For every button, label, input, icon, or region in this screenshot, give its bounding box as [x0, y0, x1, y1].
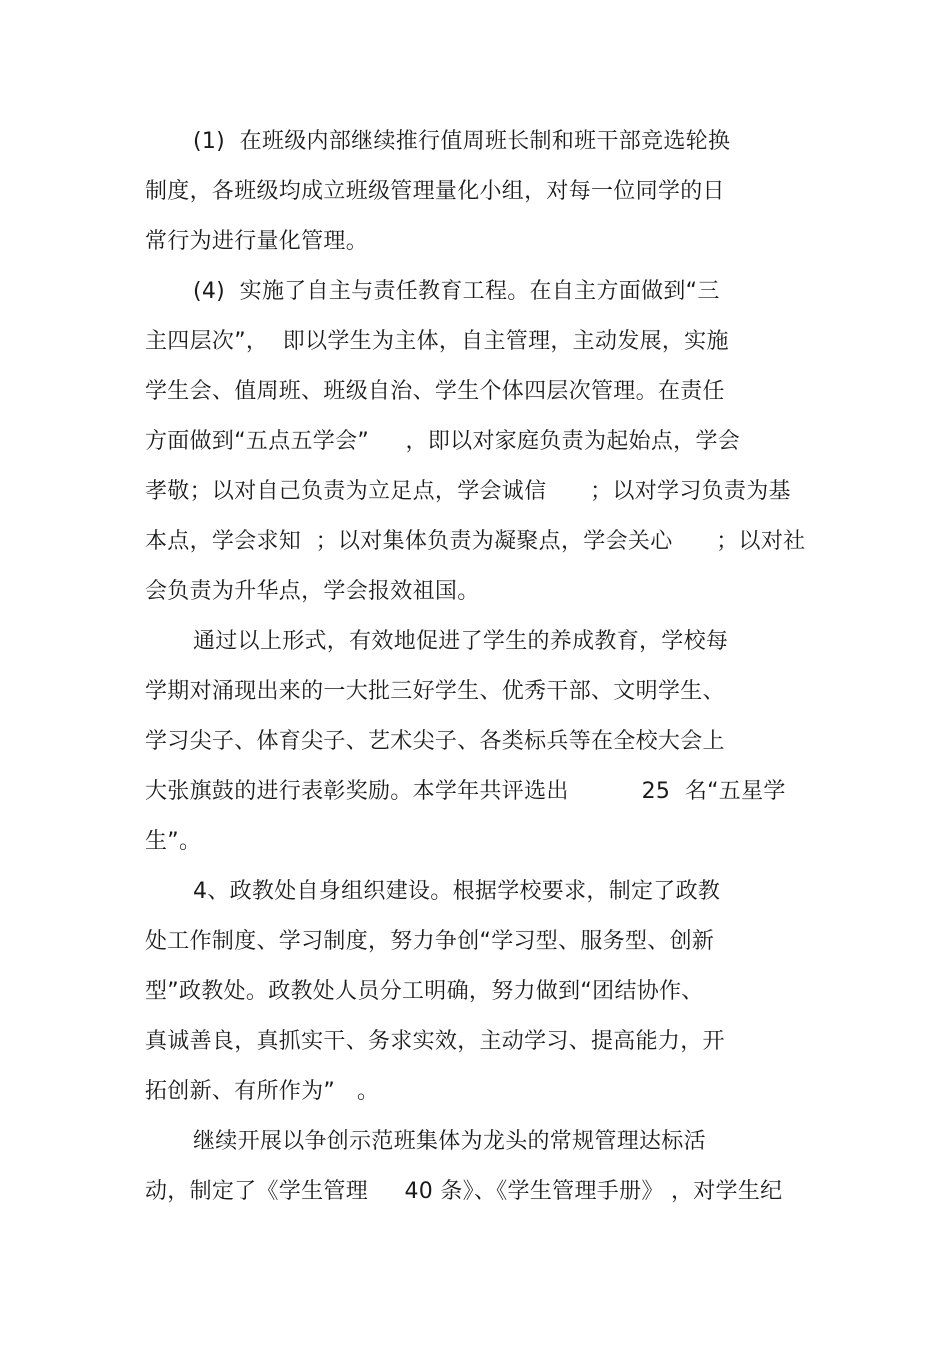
paragraph-1-line-1: (1) 在班级内部继续推行值周班长制和班干部竞选轮换 [193, 129, 731, 154]
paragraph-3-line-4: 大张旗鼓的进行表彰奖励。本学年共评选出 25 名“五星学 [145, 779, 786, 804]
paragraph-3-line-2: 学期对涌现出来的一大批三好学生、优秀干部、文明学生、 [145, 679, 725, 704]
paragraph-3-line-5: 生”。 [145, 829, 202, 854]
paragraph-2-line-6: 本点，学会求知 ；以对集体负责为凝聚点，学会关心 ；以对社 [145, 529, 806, 554]
paragraph-4-line-4: 真诚善良，真抓实干、务求实效，主动学习、提高能力，开 [145, 1029, 725, 1054]
paragraph-1-line-2: 制度，各班级均成立班级管理量化小组，对每一位同学的日 [145, 179, 725, 204]
paragraph-2-line-7: 会负责为升华点，学会报效祖国。 [145, 579, 480, 604]
paragraph-2-line-5: 孝敬；以对自己负责为立足点，学会诚信 ；以对学习负责为基 [145, 479, 791, 504]
paragraph-4-line-3: 型”政教处。政教处人员分工明确，努力做到“团结协作、 [145, 979, 704, 1004]
paragraph-3-line-3: 学习尖子、体育尖子、艺术尖子、各类标兵等在全校大会上 [145, 729, 725, 754]
paragraph-3-line-1: 通过以上形式，有效地促进了学生的养成教育，学校每 [193, 629, 729, 654]
paragraph-5-line-2: 动，制定了《学生管理 40 条》、《学生管理手册》 ，对学生纪 [145, 1179, 783, 1204]
paragraph-4-line-2: 处工作制度、学习制度，努力争创“学习型、服务型、创新 [145, 929, 715, 954]
paragraph-2-line-3: 学生会、值周班、班级自治、学生个体四层次管理。在责任 [145, 379, 725, 404]
paragraph-2-line-1: (4) 实施了自主与责任教育工程。在自主方面做到“三 [193, 279, 720, 304]
paragraph-1-line-3: 常行为进行量化管理。 [145, 229, 369, 254]
paragraph-2-line-4: 方面做到“五点五学会” ，即以对家庭负责为起始点，学会 [145, 429, 741, 454]
paragraph-2-line-2: 主四层次”， 即以学生为主体，自主管理，主动发展，实施 [145, 329, 729, 354]
paragraph-5-line-1: 继续开展以争创示范班集体为龙头的常规管理达标活 [193, 1129, 706, 1154]
paragraph-4-line-5: 拓创新、有所作为” 。 [145, 1079, 380, 1104]
paragraph-4-line-1: 4、政教处自身组织建设。根据学校要求，制定了政教 [193, 879, 721, 904]
